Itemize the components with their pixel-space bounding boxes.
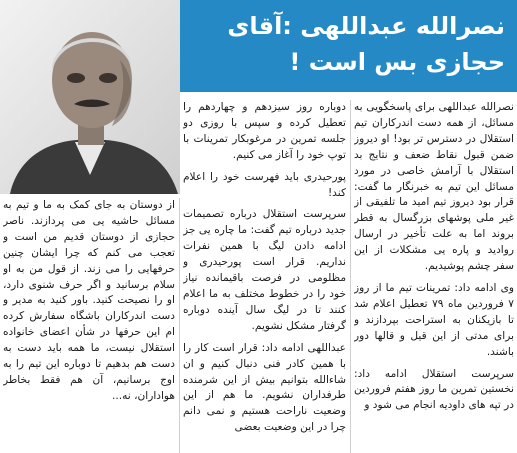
article-column-right	[354, 100, 514, 453]
paragraph: دوباره روز سیزدهم و چهاردهم را تعطیل کرده و سپس با روزی دو جلسه تمرین در مرغوبکار تمرینات با توپ خود را آغاز می کنیم.	[183, 101, 346, 161]
paragraph: سرپرست استقلال درباره تصمیمات جدید درباره تیم گفت: ما چاره یی جز ادامه دادن لیگ با همین نفرات نداریم. قرار است پورحیدری و مظلومی در فرصت باقیمانده نیاز خود را در خطوط مختلف به ما اعلام کنند تا در لیگ سال آینده دوباره گرفتار مشکل نشویم.	[183, 208, 346, 332]
paragraph: سرپرست استقلال ادامه داد: نخستین تمرین ما روز هفتم فروردین در تپه های داودیه انجام می شود و	[354, 367, 514, 412]
article-column-middle	[183, 100, 346, 453]
column-divider	[350, 100, 351, 453]
article-column-left	[3, 198, 175, 453]
paragraph: وی ادامه داد: تمرینات تیم ما از روز ۷ فروردین ماه ۷۹ تعطیل اعلام شد تا بازیکنان به استراحت بپردازند و برای مدتی از این قیل و قالها دور باشند.	[354, 281, 514, 358]
paragraph: نصرالله عبداللهی برای پاسخگویی به مسائل، از همه دست اندرکاران تیم استقلال در دسترس تر بود! او دیروز ضمن قبول نقاط ضعف و نتایج بد استقلال با آرامش خاصی در مورد مسائل این تیم به خبرنگار ما گفت: قرار بود دیروز تیم امید ما تلفیقی از غیر ملی پوشهای بزرگسال به قطر بروند اما به علت تأخیر در ارسال روادید و پاره یی مشکلات از این سفر چشم پوشیدیم.	[354, 101, 514, 273]
headline: نصرالله عبداللهی :آقای حجازی بس است !	[227, 12, 505, 76]
column-divider	[179, 198, 180, 453]
portrait-photo	[0, 0, 180, 194]
paragraph: پورحیدری باید فهرست خود را اعلام کند!	[183, 170, 346, 199]
paragraph: از دوستان به جای کمک به ما و تیم به مسائل حاشیه یی می پردازند. ناصر حجازی از دوستان قدیم من است و تعجب می کنم که چرا ایشان چنین حرفهایی را می زند. از قول من به او سلام برسانید و اگر حرف شنوی دارد، او را نصیحت کنید. باور کنید به مدیر و دست اندرکاران باشگاه سفارش کرده ام این حرفها در شأن اعضای خانواده استقلال نیست، ما همه باید دست به دست هم بدهیم تا دوباره این تیم را به اوج برسانیم، آن هم فقط بخاطر هواداران، نه...	[3, 199, 175, 402]
paragraph: عبداللهی ادامه داد: قرار است کار را با همین کادر فنی دنبال کنیم و ان شاءالله بتوانیم بیش از این شرمنده طرفداران نشویم. ما هم از این وضعیت ناراحت هستیم و نمی دانم چرا در این وضعیت بعضی	[183, 341, 346, 434]
portrait-photo-icon	[0, 0, 180, 194]
headline-banner	[162, 0, 517, 92]
